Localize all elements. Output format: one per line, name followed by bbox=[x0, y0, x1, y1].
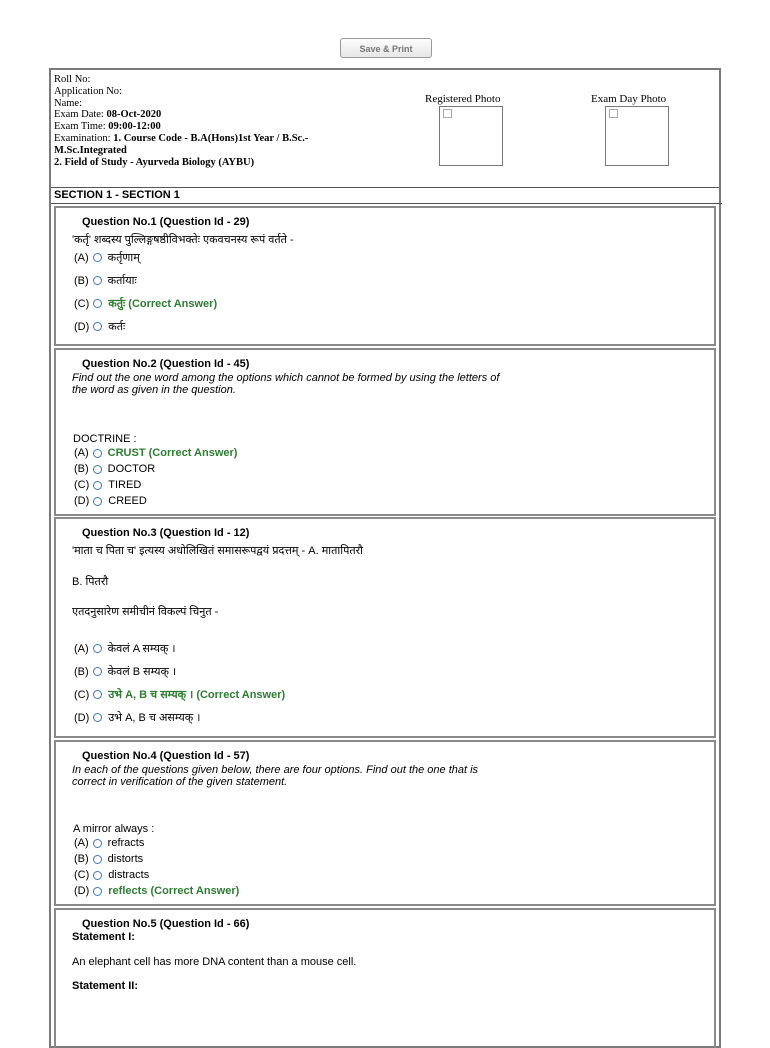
radio-button[interactable] bbox=[93, 276, 102, 285]
option-b[interactable]: (B) DOCTOR bbox=[74, 463, 156, 475]
statement-1-label: Statement I: bbox=[72, 931, 135, 943]
radio-button[interactable] bbox=[93, 322, 102, 331]
candidate-info-panel bbox=[51, 70, 719, 188]
question-text-line2: correct in verification of the given statement. bbox=[72, 776, 288, 788]
radio-button[interactable] bbox=[93, 713, 102, 722]
question-text-line1: In each of the questions given below, there are four options. Find out the one that is bbox=[72, 764, 479, 776]
section-header: SECTION 1 - SECTION 1 bbox=[51, 187, 722, 204]
radio-button[interactable] bbox=[93, 253, 102, 262]
option-d[interactable]: (D) CREED bbox=[74, 495, 147, 507]
examination-line3: 2. Field of Study - Ayurveda Biology (AYBU) bbox=[54, 156, 255, 168]
option-b[interactable]: (B) distorts bbox=[74, 853, 144, 865]
radio-button[interactable] bbox=[93, 481, 102, 490]
broken-image-icon bbox=[609, 109, 618, 118]
question-prompt: DOCTRINE : bbox=[73, 433, 137, 445]
statement-1: An elephant cell has more DNA content than a mouse cell. bbox=[72, 956, 357, 968]
radio-button[interactable] bbox=[93, 855, 102, 864]
exam-day-photo bbox=[605, 106, 669, 166]
radio-button[interactable] bbox=[93, 449, 102, 458]
response-sheet bbox=[49, 68, 721, 1048]
application-no-label: Application No: bbox=[54, 85, 122, 97]
radio-button[interactable] bbox=[93, 644, 102, 653]
option-a[interactable]: (A) केवलं A सम्यक् । bbox=[74, 642, 176, 655]
question-instruction: एतदनुसारेण समीचीनं विकल्पं चिनुत - bbox=[72, 606, 219, 618]
question-text: 'कर्तृ' शब्दस्य पुल्लिङ्गषष्ठीविभक्तेः एकवचनस्य रूपं वर्तते - bbox=[72, 234, 294, 246]
radio-button[interactable] bbox=[93, 690, 102, 699]
name-label: Name: bbox=[54, 97, 82, 109]
option-b[interactable]: (B) केवलं B सम्यक् । bbox=[74, 665, 177, 678]
statement-2-label: Statement II: bbox=[72, 980, 139, 992]
question-line-b: B. पितरौ bbox=[72, 576, 109, 588]
option-a[interactable]: (A) refracts bbox=[74, 837, 145, 849]
question-title: Question No.4 (Question Id - 57) bbox=[82, 750, 250, 762]
broken-image-icon bbox=[443, 109, 452, 118]
exam-time-row: Exam Time: 09:00-12:00 bbox=[54, 121, 161, 133]
question-2 bbox=[54, 348, 716, 516]
radio-button[interactable] bbox=[93, 497, 102, 506]
question-text-line1: Find out the one word among the options which cannot be formed by using the letters of bbox=[72, 372, 500, 384]
question-title: Question No.3 (Question Id - 12) bbox=[82, 527, 250, 539]
radio-button[interactable] bbox=[93, 667, 102, 676]
exam-date-value: 08-Oct-2020 bbox=[106, 109, 162, 121]
exam-time-value: 09:00-12:00 bbox=[108, 121, 161, 133]
roll-no-label: Roll No: bbox=[54, 74, 91, 85]
examination-row: Examination: 1. Course Code - B.A(Hons)1st Year / B.Sc.- bbox=[54, 132, 309, 144]
option-c[interactable]: (C) उभे A, B च सम्यक् । (Correct Answer) bbox=[74, 688, 286, 701]
save-print-button[interactable]: Save & Print bbox=[340, 38, 432, 58]
radio-button[interactable] bbox=[93, 839, 102, 848]
option-b[interactable]: (B) कर्तायाः bbox=[74, 274, 137, 287]
question-title: Question No.5 (Question Id - 66) bbox=[82, 918, 250, 930]
option-d[interactable]: (D) कर्तः bbox=[74, 320, 126, 333]
question-5 bbox=[54, 908, 716, 1048]
exam-date-row: Exam Date: 08-Oct-2020 bbox=[54, 109, 162, 121]
exam-day-photo-label: Exam Day Photo bbox=[591, 93, 667, 105]
option-d[interactable]: (D) reflects (Correct Answer) bbox=[74, 885, 240, 897]
question-4 bbox=[54, 740, 716, 906]
registered-photo bbox=[439, 106, 503, 166]
option-c[interactable]: (C) TIRED bbox=[74, 479, 142, 491]
registered-photo-label: Registered Photo bbox=[425, 93, 501, 105]
radio-button[interactable] bbox=[93, 887, 102, 896]
option-d[interactable]: (D) उभे A, B च असम्यक् । bbox=[74, 711, 201, 724]
question-prompt: A mirror always : bbox=[73, 823, 155, 835]
option-c[interactable]: (C) distracts bbox=[74, 869, 150, 881]
radio-button[interactable] bbox=[93, 871, 102, 880]
question-text-line2: the word as given in the question. bbox=[72, 384, 236, 396]
option-c[interactable]: (C) कर्तुः (Correct Answer) bbox=[74, 297, 218, 310]
question-title: Question No.2 (Question Id - 45) bbox=[82, 358, 250, 370]
option-a[interactable]: (A) CRUST (Correct Answer) bbox=[74, 447, 238, 459]
question-title: Question No.1 (Question Id - 29) bbox=[82, 216, 250, 228]
question-text: 'माता च पिता च' इत्यस्य अधोलिखितं समासरूपद्वयं प्रदत्तम् - A. मातापितरौ bbox=[72, 545, 363, 557]
examination-line2: M.Sc.Integrated bbox=[54, 144, 127, 156]
radio-button[interactable] bbox=[93, 465, 102, 474]
option-a[interactable]: (A) कर्तृणाम् bbox=[74, 251, 140, 264]
question-3 bbox=[54, 517, 716, 738]
question-1 bbox=[54, 206, 716, 346]
radio-button[interactable] bbox=[93, 299, 102, 308]
